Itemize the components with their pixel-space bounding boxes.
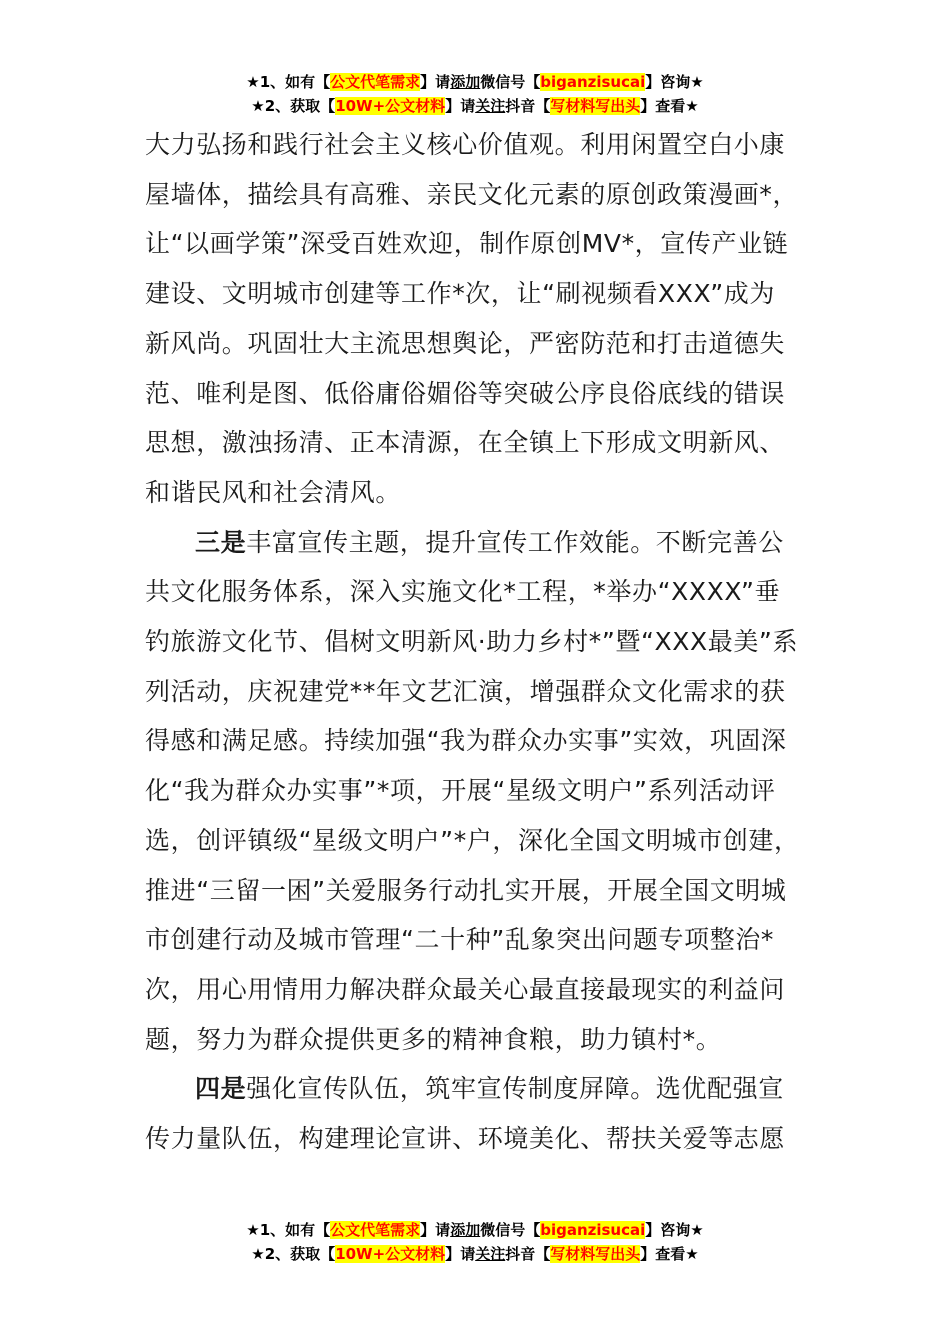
promo-line-2: ★2、获取【10W+公文材料】请关注抖音【写材料写出头】查看★ [251, 97, 699, 115]
highlight-materials: 10W+公文材料 [335, 97, 446, 115]
highlight-service: 公文代笔需求 [330, 1221, 421, 1239]
highlight-service: 公文代笔需求 [330, 73, 421, 91]
highlight-wechat-id: biganzisucai [540, 73, 646, 91]
promo-line-1: ★1、如有【公文代笔需求】请添加微信号【biganzisucai】咨询★ [246, 1221, 704, 1239]
promo-line-1: ★1、如有【公文代笔需求】请添加微信号【biganzisucai】咨询★ [246, 73, 704, 91]
paragraph-1: 大力弘扬和践行社会主义核心价值观。利用闲置空白小康屋墙体，描绘具有高雅、亲民文化元素的原创政策漫画*，让“以画学策”深受百姓欢迎，制作原创MV*，宣传产业链建设、文明城市创建等工作*次，让“刷视频看XXX”成为新风尚。巩固壮大主流思想舆论，严密防范和打击道德失范、唯利是图、低俗庸俗媚俗等突破公序良俗底线的错误思想，激浊扬清、正本清源，在全镇上下形成文明新风、和谐民风和社会清风。 [145, 130, 799, 507]
highlight-wechat-id: biganzisucai [540, 1221, 646, 1239]
paragraph-3 [145, 1064, 800, 1163]
paragraph-3-lead: 四是 [195, 1074, 247, 1104]
highlight-douyin-id: 写材料写出头 [550, 1245, 641, 1263]
paragraph-2 [145, 518, 800, 1065]
highlight-materials: 10W+公文材料 [335, 1245, 446, 1263]
paragraph-2-lead: 三是 [195, 527, 247, 557]
paragraph-3-text: 强化宣传队伍，筑牢宣传制度屏障。选优配强宣传力量队伍，构建理论宣讲、环境美化、帮扶关爱等志愿 [145, 1074, 786, 1154]
promo-banner-top [0, 70, 950, 118]
promo-banner-bottom [0, 1218, 950, 1266]
document-body [145, 120, 800, 1164]
promo-line-2: ★2、获取【10W+公文材料】请关注抖音【写材料写出头】查看★ [251, 1245, 699, 1263]
highlight-douyin-id: 写材料写出头 [550, 97, 641, 115]
paragraph-2-text: 丰富宣传主题，提升宣传工作效能。不断完善公共文化服务体系，深入实施文化*工程，*举办“XXXX”垂钓旅游文化节、倡树文明新风·助力乡村*”暨“XXX最美”系列活动，庆祝建党**年文艺汇演，增强群众文化需求的获得感和满足感。持续加强“我为群众办实事”实效，巩固深化“我为群众办实事”*项，开展“星级文明户”系列活动评选，创评镇级“星级文明户”*户，深化全国文明城市创建，推进“三留一困”关爱服务行动扎实开展，开展全国文明城市创建行动及城市管理“二十种”乱象突出问题专项整治*次，用心用情用力解决群众最关心最直接最现实的利益问题，努力为群众提供更多的精神食粮，助力镇村*。 [145, 527, 800, 1054]
